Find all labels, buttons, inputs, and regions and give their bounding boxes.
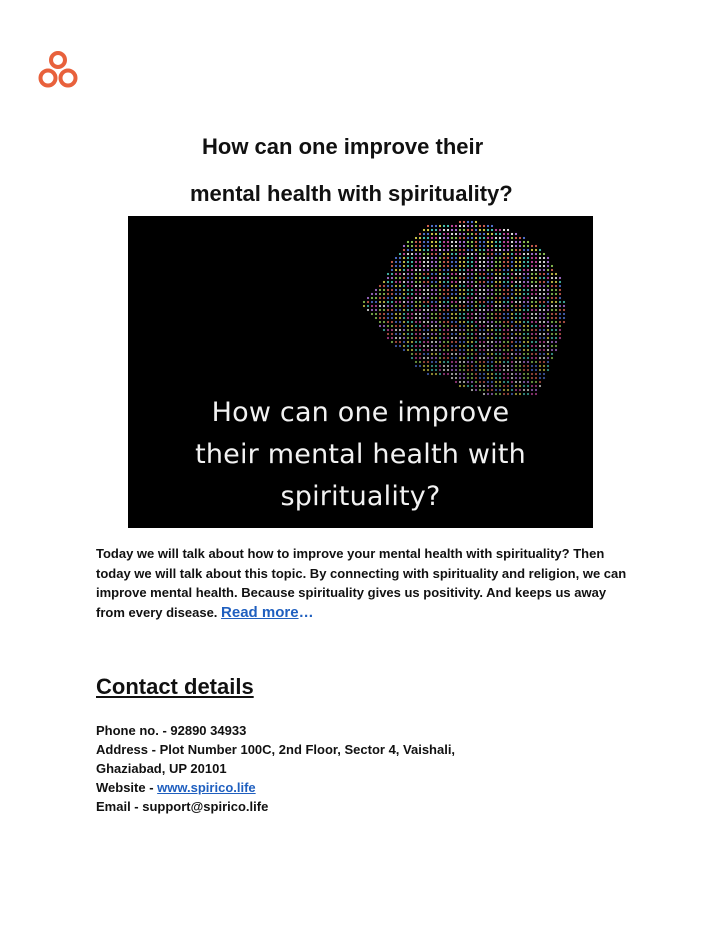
read-more-ellipsis: … (298, 603, 314, 621)
hero-caption-line-2: their mental health with (195, 439, 526, 470)
contact-address-line-2: Ghaziabad, UP 20101 (96, 761, 227, 776)
hero-caption (128, 392, 593, 518)
contact-address-line-1: Address - Plot Number 100C, 2nd Floor, Sector 4, Vaishali, (96, 742, 456, 757)
hero-caption-line-1: How can one improve (211, 397, 510, 428)
page-title-line-1: How can one improve their (202, 134, 484, 159)
intro-text: Today we will talk about how to improve your mental health with spirituality? Then today we will talk about this topic. By connecting with spirituality and religion, we can improve mental health. Because spirituality gives us positivity. And keeps us away from every disease. (96, 546, 627, 620)
contact-details (96, 721, 656, 816)
read-more-link[interactable]: Read more (221, 603, 299, 621)
hero-caption-line-3: spirituality? (280, 481, 441, 512)
contact-email: Email - support@spirico.life (96, 799, 269, 814)
hero-image (128, 216, 593, 528)
intro-paragraph (96, 544, 636, 622)
page-title-line-2: mental health with spirituality? (190, 181, 513, 206)
contact-heading: Contact details (96, 674, 254, 699)
website-link[interactable]: www.spirico.life (157, 780, 256, 795)
spirico-logo-icon (36, 48, 80, 92)
contact-website-label: Website - (96, 780, 158, 795)
contact-website (96, 778, 656, 797)
contact-phone: Phone no. - 92890 34933 (96, 723, 247, 738)
